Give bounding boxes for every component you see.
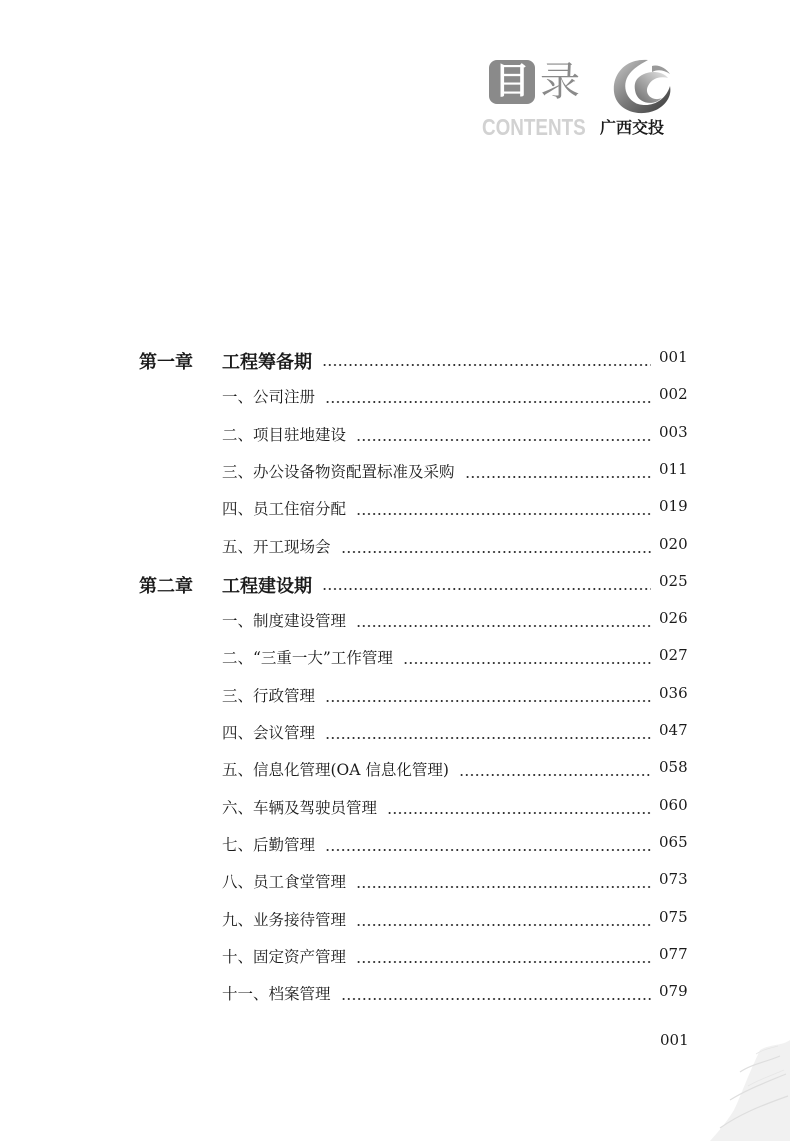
dot-leader	[403, 662, 651, 664]
toc-item-row[interactable]	[0, 609, 790, 637]
toc-page-number: 025	[659, 571, 688, 590]
toc-page-number: 003	[659, 422, 688, 441]
toc-page-number: 001	[659, 348, 688, 366]
chapter-title: 工程建设期	[222, 575, 312, 597]
dot-leader	[356, 513, 651, 515]
toc-page-number: 002	[659, 385, 688, 404]
title-character: 录	[540, 59, 580, 105]
dot-leader	[356, 625, 651, 627]
dot-leader	[465, 476, 651, 478]
toc-item-row[interactable]	[0, 796, 790, 824]
dot-leader	[356, 924, 651, 926]
toc-item-row[interactable]	[0, 423, 790, 451]
section-title: 四、员工住宿分配	[222, 500, 347, 519]
toc-page-number: 073	[659, 870, 688, 889]
swirl-logo-icon	[608, 56, 676, 118]
toc-item-row[interactable]	[0, 721, 790, 749]
section-title: 一、制度建设管理	[222, 612, 347, 631]
toc-item-row[interactable]	[0, 497, 790, 525]
toc-page-number: 036	[659, 683, 688, 702]
brand-name: 广西交投	[600, 118, 665, 137]
dot-leader	[356, 961, 651, 963]
chapter-number: 第一章	[139, 352, 193, 373]
toc-item-row[interactable]	[0, 758, 790, 786]
page-number: 001	[660, 1031, 689, 1049]
toc-item-row[interactable]	[0, 460, 790, 488]
dot-leader	[356, 886, 651, 888]
toc-page-number: 079	[659, 982, 688, 1001]
section-title: 一、公司注册	[222, 388, 316, 407]
ink-wash-decoration	[700, 1010, 790, 1141]
section-title: 六、车辆及驾驶员管理	[222, 798, 378, 817]
toc-item-row[interactable]	[0, 385, 790, 413]
section-title: 五、开工现场会	[222, 537, 331, 556]
contents-subtitle: CONTENTS	[482, 114, 586, 140]
chapter-title: 工程筹备期	[222, 352, 312, 373]
dot-leader	[322, 364, 651, 366]
toc-item-row[interactable]	[0, 535, 790, 563]
toc-item-row[interactable]	[0, 982, 790, 1010]
toc-page-number: 019	[659, 497, 688, 516]
toc-page-number: 075	[659, 907, 688, 926]
toc-item-row[interactable]	[0, 684, 790, 712]
dot-leader	[387, 812, 651, 814]
title-box-character: 目	[489, 60, 535, 104]
toc-chapter-row[interactable]	[0, 572, 790, 600]
section-title: 三、行政管理	[222, 686, 316, 705]
toc-page-number: 020	[659, 534, 688, 553]
dot-leader	[322, 588, 651, 590]
toc-page-number: 047	[659, 721, 688, 739]
section-title: 三、办公设备物资配置标准及采购	[222, 462, 455, 481]
section-title: 十、固定资产管理	[222, 947, 347, 966]
toc-page-number: 027	[659, 646, 688, 665]
toc-page-number: 060	[659, 795, 688, 814]
section-title: 四、会议管理	[222, 724, 316, 742]
toc-page-number: 065	[659, 832, 688, 851]
section-title: 八、员工食堂管理	[222, 873, 347, 892]
section-title: 七、后勤管理	[222, 835, 316, 854]
dot-leader	[341, 551, 651, 553]
toc-item-row[interactable]	[0, 945, 790, 973]
section-title: 二、项目驻地建设	[222, 425, 347, 444]
toc-page-number: 011	[659, 459, 688, 478]
dot-leader	[459, 774, 651, 776]
toc-page-number: 026	[659, 609, 688, 628]
dot-leader	[325, 849, 651, 851]
toc-item-row[interactable]	[0, 870, 790, 898]
section-title: 十一、档案管理	[222, 985, 331, 1004]
dot-leader	[325, 737, 651, 739]
dot-leader	[356, 439, 651, 441]
toc-chapter-row[interactable]	[0, 348, 790, 376]
toc-page-number: 077	[659, 944, 688, 963]
toc-item-row[interactable]	[0, 833, 790, 861]
section-title: 九、业务接待管理	[222, 910, 347, 929]
page-header	[0, 0, 790, 160]
dot-leader	[325, 700, 651, 702]
chapter-number: 第二章	[139, 575, 193, 597]
dot-leader	[325, 401, 651, 403]
toc-item-row[interactable]	[0, 908, 790, 936]
toc-page-number: 058	[659, 758, 688, 777]
toc-item-row[interactable]	[0, 646, 790, 674]
section-title: 二、“三重一大”工作管理	[222, 649, 393, 668]
dot-leader	[341, 998, 651, 1000]
section-title: 五、信息化管理(OA 信息化管理)	[222, 761, 449, 780]
